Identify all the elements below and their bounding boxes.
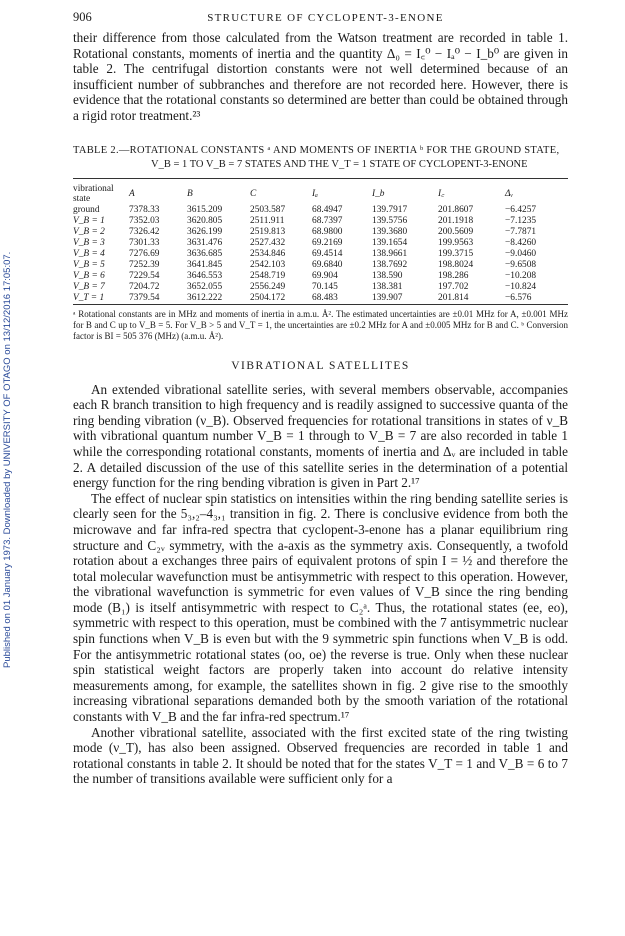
table-row	[73, 260, 565, 271]
table-row	[73, 282, 565, 293]
table-cell: 138.590	[372, 270, 403, 281]
table-header-cell: A	[129, 188, 135, 199]
table-row	[73, 216, 565, 227]
table-cell: 2548.719	[250, 270, 286, 281]
table-header-cell: Iₐ	[312, 188, 318, 199]
table-header-row	[73, 183, 565, 205]
table-header-cell: Δᵥ	[505, 188, 514, 199]
table-cell: 3636.685	[187, 248, 223, 259]
table-row	[73, 293, 565, 304]
table-cell: 199.9563	[438, 237, 474, 248]
table-row	[73, 238, 565, 249]
table-cell: 7352.03	[129, 215, 160, 226]
paragraph-3: The effect of nuclear spin statistics on intensities within the ring bending satellite series is clearly seen for the 5₃,₂–4₃,₁ transition in fig. 2. There is conclusive evidence from both the microwave and far infra-red spectra that cyclopent-3-enone has a planar equilibrium ring structure and C₂ᵥ symmetry, with the a-axis as the symmetry axis. Consequently, a twofold rotation about a exchanges three pairs of equivalent protons of spin I = ½ and therefore the total molecular wavefunction must be antisymmetric with respect to this operation. However, the vibrational wavefunction is symmetric for even values of V_B since the ring bending mode (B₁) is itself antisymmetric with respect to C₂ᵃ. Thus, the rotational states (ee, eo), symmetric with respect to this operation, must be combined with the 7 antisymmetric nuclear spin functions when V_B is even but with the 9 symmetric spin functions when V_B is odd. For the antisymmetric rotational states (oo, oe) the reverse is true. Only when these nuclear spin statistical weight factors are properly taken into account do relative intensity measurements among, for example, the satellites shown in fig. 2 give rise to the smoothly increasing vibrational separations demanded both by the smooth variation of the rotational constants with V_B and the far infra-red spectrum.¹⁷	[73, 490, 568, 725]
table-cell: 201.814	[438, 292, 469, 303]
table-cell: −8.4260	[505, 237, 537, 248]
download-watermark: Published on 01 January 1973. Downloaded by UNIVERSITY OF OTAGO on 13/12/2016 17:05:07.	[2, 251, 13, 669]
table-header-cell: vibrational state	[73, 183, 114, 204]
table-cell: 198.286	[438, 270, 469, 281]
table-cell: 2503.587	[250, 204, 286, 215]
table-cell: 197.702	[438, 281, 469, 292]
table-cell: −10.208	[505, 270, 537, 281]
table-header-cell: I_b	[372, 188, 385, 199]
table-cell: 7252.39	[129, 259, 160, 270]
table-cell: −10.824	[505, 281, 537, 292]
table-cell: 201.8607	[438, 204, 474, 215]
table-cell: −7.1235	[505, 215, 537, 226]
table-cell: 3620.805	[187, 215, 223, 226]
table-cell: 69.2169	[312, 237, 343, 248]
page-number: 906	[73, 10, 92, 24]
table-cell: 138.7692	[372, 259, 408, 270]
table-row-label: V_B = 1	[73, 215, 105, 226]
table-cell: 7301.33	[129, 237, 160, 248]
table-row-label: V_B = 4	[73, 248, 105, 259]
table-cell: 2504.172	[250, 292, 286, 303]
table-cell: 3646.553	[187, 270, 223, 281]
table-footnote: ᵃ Rotational constants are in MHz and moments of inertia in a.m.u. Å². The estimated uncertainties are ±0.01 MHz for A, ±0.001 MHz for B and C up to V_B = 5. For V_B > 5 and V_T = 1, the uncertainties are ±0.2 MHz for A and ±0.005 MHz for B and C. ᵇ Conversion factor is BI = 505 376 (MHz) (a.m.u. Å²).	[73, 308, 568, 341]
table-cell: 138.9661	[372, 248, 408, 259]
table-cell: 199.3715	[438, 248, 474, 259]
table-caption-line-1: TABLE 2.—ROTATIONAL CONSTANTS ᵃ AND MOMENTS OF INERTIA ᵇ FOR THE GROUND STATE,	[73, 144, 560, 156]
running-title: STRUCTURE OF CYCLOPENT-3-ENONE	[207, 12, 444, 24]
table-caption-line-2: V_B = 1 TO V_B = 7 STATES AND THE V_T = 1 STATE OF CYCLOPENT-3-ENONE	[151, 158, 528, 170]
table-cell: 69.904	[312, 270, 338, 281]
table-cell: 138.381	[372, 281, 403, 292]
table-row-label: V_T = 1	[73, 292, 105, 303]
table-row	[73, 249, 565, 260]
table-cell: 201.1918	[438, 215, 474, 226]
table-cell: 2511.911	[250, 215, 285, 226]
table-cell: 139.7917	[372, 204, 408, 215]
table-cell: −7.7871	[505, 226, 537, 237]
table-cell: 139.907	[372, 292, 403, 303]
table-cell: 68.483	[312, 292, 338, 303]
table-row	[73, 205, 565, 216]
table-cell: 7378.33	[129, 204, 160, 215]
table-cell: 68.4947	[312, 204, 343, 215]
table-cell: −9.0460	[505, 248, 537, 259]
table-cell: 7326.42	[129, 226, 160, 237]
table-cell: 3641.845	[187, 259, 223, 270]
table-cell: 7204.72	[129, 281, 160, 292]
table-cell: −6.4257	[505, 204, 537, 215]
table-cell: 7229.54	[129, 270, 160, 281]
table-cell: 69.4514	[312, 248, 343, 259]
table-cell: 3631.476	[187, 237, 223, 248]
table-cell: 139.5756	[372, 215, 408, 226]
table-cell: 2542.103	[250, 259, 286, 270]
paragraph-4: Another vibrational satellite, associated with the first excited state of the ring twisting mode (ν_T), has also been assigned. Observed frequencies are recorded in table 1 and rotational constants in table 2. It should be noted that for the states V_T = 1 and V_B = 6 to 7 the number of transitions available were sufficient only for a	[73, 724, 568, 787]
table-header-cell: C	[250, 188, 257, 199]
table-2	[73, 178, 568, 305]
table-caption	[73, 144, 568, 172]
table-cell: 7276.69	[129, 248, 160, 259]
table-header-cell: I꜀	[438, 188, 445, 199]
table-cell: 2556.249	[250, 281, 286, 292]
table-cell: −6.576	[505, 292, 532, 303]
table-cell: 139.1654	[372, 237, 408, 248]
table-cell: 3652.055	[187, 281, 223, 292]
paragraph-2: An extended vibrational satellite series, with several members observable, accompanies each R branch transition to high frequency and is readily assigned to successive quanta of the ring bending vibration (ν_B). Observed frequencies for rotational transitions in states of ν_B with vibrational quantum number V_B = 1 through to V_B = 7 are also recorded in table 1 while the corresponding rotational constants, moments of inertia and Δᵥ are included in table 2. A detailed discussion of the use of this satellite series in the determination of a potential energy function for the ring bending vibration is given in Part 2.¹⁷	[73, 381, 568, 491]
table-row-label: V_B = 7	[73, 281, 105, 292]
table-row-label: V_B = 5	[73, 259, 105, 270]
table-cell: 3612.222	[187, 292, 223, 303]
table-cell: 68.7397	[312, 215, 343, 226]
table-cell: 139.3680	[372, 226, 408, 237]
table-header-cell: B	[187, 188, 193, 199]
table-row-label: V_B = 2	[73, 226, 105, 237]
table-cell: 2527.432	[250, 237, 286, 248]
paragraph-1: their difference from those calculated from the Watson treatment are recorded in table 1. Rotational constants, moments of inertia and the quantity Δ₀ = I꜀⁰ − Iₐ⁰ − I_b⁰ are given in table 2. The centrifugal distortion constants were not well determined because of an insufficient number of subbranches and therefore are not recorded here. However, there is evidence that the rotational constants so determined are better than could be obtained through a rigid rotor treatment.²³	[73, 30, 568, 123]
table-row-label: V_B = 3	[73, 237, 105, 248]
table-row	[73, 227, 565, 238]
page-header	[73, 10, 568, 30]
table-cell: 198.8024	[438, 259, 474, 270]
table-cell: 2534.846	[250, 248, 286, 259]
table-cell: 2519.813	[250, 226, 286, 237]
table-cell: 3615.209	[187, 204, 223, 215]
table-cell: 70.145	[312, 281, 338, 292]
section-heading: VIBRATIONAL SATELLITES	[231, 359, 410, 372]
table-cell: 3626.199	[187, 226, 223, 237]
table-row-label: V_B = 6	[73, 270, 105, 281]
paper-page	[73, 10, 568, 787]
table-cell: 7379.54	[129, 292, 160, 303]
table-cell: 69.6840	[312, 259, 343, 270]
table-cell: −9.6508	[505, 259, 537, 270]
table-row-label: ground	[73, 204, 100, 215]
table-cell: 200.5609	[438, 226, 474, 237]
table-row	[73, 271, 565, 282]
table-cell: 68.9800	[312, 226, 343, 237]
